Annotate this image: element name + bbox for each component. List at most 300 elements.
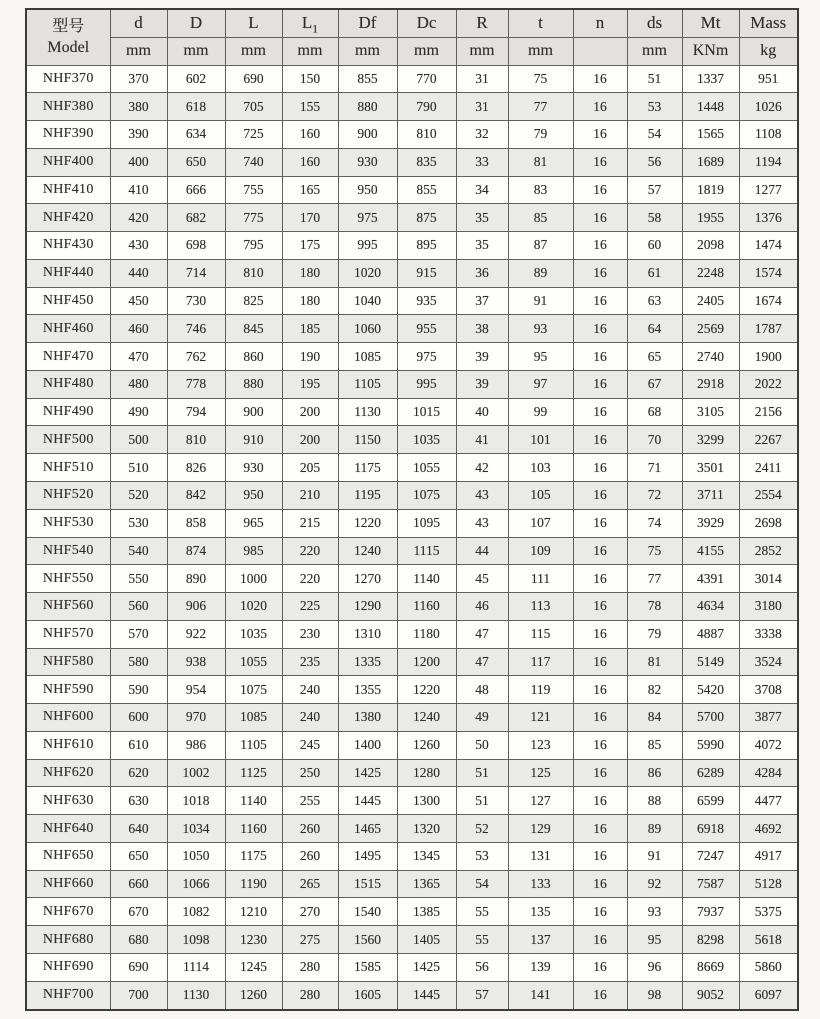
table-row xyxy=(26,620,798,648)
value-cell: 1565 xyxy=(682,121,739,149)
value-cell: 16 xyxy=(573,204,627,232)
value-cell: 1445 xyxy=(397,981,456,1010)
value-cell: 1474 xyxy=(739,232,798,260)
value-cell: 460 xyxy=(110,315,167,343)
model-cell: NHF380 xyxy=(26,93,110,121)
value-cell: 1674 xyxy=(739,287,798,315)
value-cell: 4072 xyxy=(739,731,798,759)
value-cell: 480 xyxy=(110,370,167,398)
value-cell: 590 xyxy=(110,676,167,704)
value-cell: 180 xyxy=(282,259,338,287)
value-cell: 51 xyxy=(627,65,682,93)
value-cell: 2554 xyxy=(739,481,798,509)
model-cell: NHF500 xyxy=(26,426,110,454)
value-cell: 16 xyxy=(573,343,627,371)
value-cell: 1300 xyxy=(397,787,456,815)
value-cell: 915 xyxy=(397,259,456,287)
value-cell: 31 xyxy=(456,65,508,93)
value-cell: 16 xyxy=(573,315,627,343)
value-cell: 72 xyxy=(627,481,682,509)
value-cell: 40 xyxy=(456,398,508,426)
model-cell: NHF520 xyxy=(26,481,110,509)
value-cell: 36 xyxy=(456,259,508,287)
table-row xyxy=(26,537,798,565)
value-cell: 1140 xyxy=(397,565,456,593)
value-cell: 56 xyxy=(456,954,508,982)
value-cell: 49 xyxy=(456,704,508,732)
value-cell: 1335 xyxy=(338,648,397,676)
value-cell: 630 xyxy=(110,787,167,815)
value-cell: 1175 xyxy=(338,454,397,482)
value-cell: 778 xyxy=(167,370,225,398)
value-cell: 160 xyxy=(282,148,338,176)
value-cell: 795 xyxy=(225,232,282,260)
value-cell: 16 xyxy=(573,65,627,93)
value-cell: 37 xyxy=(456,287,508,315)
unit-cell-n xyxy=(573,37,627,65)
header-cell-d: d xyxy=(110,9,167,37)
value-cell: 16 xyxy=(573,426,627,454)
value-cell: 1150 xyxy=(338,426,397,454)
value-cell: 8669 xyxy=(682,954,739,982)
table-row xyxy=(26,704,798,732)
value-cell: 2156 xyxy=(739,398,798,426)
value-cell: 1082 xyxy=(167,898,225,926)
value-cell: 4155 xyxy=(682,537,739,565)
value-cell: 900 xyxy=(338,121,397,149)
value-cell: 1955 xyxy=(682,204,739,232)
value-cell: 975 xyxy=(338,204,397,232)
value-cell: 165 xyxy=(282,176,338,204)
value-cell: 83 xyxy=(508,176,573,204)
value-cell: 7587 xyxy=(682,870,739,898)
value-cell: 540 xyxy=(110,537,167,565)
value-cell: 1020 xyxy=(225,593,282,621)
unit-cell-mt: KNm xyxy=(682,37,739,65)
table-row xyxy=(26,481,798,509)
value-cell: 1140 xyxy=(225,787,282,815)
value-cell: 1495 xyxy=(338,842,397,870)
value-cell: 1230 xyxy=(225,926,282,954)
value-cell: 922 xyxy=(167,620,225,648)
value-cell: 1270 xyxy=(338,565,397,593)
value-cell: 810 xyxy=(167,426,225,454)
model-cell: NHF450 xyxy=(26,287,110,315)
value-cell: 1195 xyxy=(338,481,397,509)
value-cell: 63 xyxy=(627,287,682,315)
value-cell: 95 xyxy=(508,343,573,371)
value-cell: 52 xyxy=(456,815,508,843)
value-cell: 65 xyxy=(627,343,682,371)
value-cell: 986 xyxy=(167,731,225,759)
value-cell: 91 xyxy=(508,287,573,315)
value-cell: 1376 xyxy=(739,204,798,232)
value-cell: 2740 xyxy=(682,343,739,371)
value-cell: 5700 xyxy=(682,704,739,732)
value-cell: 16 xyxy=(573,842,627,870)
header-cell-d: D xyxy=(167,9,225,37)
value-cell: 1130 xyxy=(167,981,225,1010)
value-cell: 985 xyxy=(225,537,282,565)
value-cell: 4391 xyxy=(682,565,739,593)
value-cell: 895 xyxy=(397,232,456,260)
model-cell: NHF410 xyxy=(26,176,110,204)
value-cell: 4634 xyxy=(682,593,739,621)
table-row xyxy=(26,565,798,593)
value-cell: 32 xyxy=(456,121,508,149)
value-cell: 101 xyxy=(508,426,573,454)
value-cell: 950 xyxy=(338,176,397,204)
value-cell: 111 xyxy=(508,565,573,593)
value-cell: 46 xyxy=(456,593,508,621)
value-cell: 240 xyxy=(282,676,338,704)
header-cell-l: L xyxy=(225,9,282,37)
value-cell: 1574 xyxy=(739,259,798,287)
value-cell: 705 xyxy=(225,93,282,121)
header-cell-r: R xyxy=(456,9,508,37)
value-cell: 2411 xyxy=(739,454,798,482)
model-cell: NHF400 xyxy=(26,148,110,176)
value-cell: 16 xyxy=(573,93,627,121)
value-cell: 139 xyxy=(508,954,573,982)
value-cell: 131 xyxy=(508,842,573,870)
value-cell: 16 xyxy=(573,565,627,593)
value-cell: 58 xyxy=(627,204,682,232)
value-cell: 125 xyxy=(508,759,573,787)
value-cell: 121 xyxy=(508,704,573,732)
unit-cell-t: mm xyxy=(508,37,573,65)
value-cell: 1465 xyxy=(338,815,397,843)
value-cell: 906 xyxy=(167,593,225,621)
value-cell: 1310 xyxy=(338,620,397,648)
value-cell: 794 xyxy=(167,398,225,426)
value-cell: 95 xyxy=(627,926,682,954)
value-cell: 175 xyxy=(282,232,338,260)
value-cell: 2098 xyxy=(682,232,739,260)
model-cell: NHF430 xyxy=(26,232,110,260)
value-cell: 2569 xyxy=(682,315,739,343)
value-cell: 56 xyxy=(627,148,682,176)
unit-cell-l: mm xyxy=(225,37,282,65)
table-row xyxy=(26,148,798,176)
value-cell: 215 xyxy=(282,509,338,537)
model-cell: NHF440 xyxy=(26,259,110,287)
value-cell: 580 xyxy=(110,648,167,676)
value-cell: 4477 xyxy=(739,787,798,815)
value-cell: 880 xyxy=(225,370,282,398)
value-cell: 1085 xyxy=(225,704,282,732)
value-cell: 180 xyxy=(282,287,338,315)
header-cell-mass: Mass xyxy=(739,9,798,37)
value-cell: 810 xyxy=(397,121,456,149)
value-cell: 16 xyxy=(573,121,627,149)
value-cell: 1066 xyxy=(167,870,225,898)
unit-cell-mass: kg xyxy=(739,37,798,65)
value-cell: 1605 xyxy=(338,981,397,1010)
value-cell: 938 xyxy=(167,648,225,676)
value-cell: 682 xyxy=(167,204,225,232)
header-cell-n: n xyxy=(573,9,627,37)
value-cell: 880 xyxy=(338,93,397,121)
value-cell: 16 xyxy=(573,648,627,676)
table-row xyxy=(26,259,798,287)
value-cell: 1689 xyxy=(682,148,739,176)
value-cell: 64 xyxy=(627,315,682,343)
value-cell: 54 xyxy=(456,870,508,898)
value-cell: 550 xyxy=(110,565,167,593)
value-cell: 82 xyxy=(627,676,682,704)
value-cell: 85 xyxy=(627,731,682,759)
value-cell: 730 xyxy=(167,287,225,315)
value-cell: 1034 xyxy=(167,815,225,843)
value-cell: 85 xyxy=(508,204,573,232)
value-cell: 6918 xyxy=(682,815,739,843)
value-cell: 16 xyxy=(573,787,627,815)
value-cell: 430 xyxy=(110,232,167,260)
value-cell: 195 xyxy=(282,370,338,398)
value-cell: 970 xyxy=(167,704,225,732)
value-cell: 1240 xyxy=(397,704,456,732)
value-cell: 81 xyxy=(508,148,573,176)
value-cell: 965 xyxy=(225,509,282,537)
value-cell: 1365 xyxy=(397,870,456,898)
header-cell-ds: ds xyxy=(627,9,682,37)
value-cell: 270 xyxy=(282,898,338,926)
value-cell: 3105 xyxy=(682,398,739,426)
value-cell: 858 xyxy=(167,509,225,537)
value-cell: 1245 xyxy=(225,954,282,982)
model-cell: NHF580 xyxy=(26,648,110,676)
value-cell: 1075 xyxy=(225,676,282,704)
value-cell: 380 xyxy=(110,93,167,121)
table-row xyxy=(26,121,798,149)
header-cell-mt: Mt xyxy=(682,9,739,37)
unit-cell-ds: mm xyxy=(627,37,682,65)
value-cell: 860 xyxy=(225,343,282,371)
value-cell: 450 xyxy=(110,287,167,315)
value-cell: 68 xyxy=(627,398,682,426)
value-cell: 16 xyxy=(573,481,627,509)
table-row xyxy=(26,787,798,815)
value-cell: 410 xyxy=(110,176,167,204)
value-cell: 5128 xyxy=(739,870,798,898)
value-cell: 34 xyxy=(456,176,508,204)
value-cell: 16 xyxy=(573,620,627,648)
value-cell: 1026 xyxy=(739,93,798,121)
value-cell: 43 xyxy=(456,509,508,537)
table-row xyxy=(26,65,798,93)
value-cell: 16 xyxy=(573,259,627,287)
value-cell: 150 xyxy=(282,65,338,93)
table-row xyxy=(26,93,798,121)
value-cell: 75 xyxy=(508,65,573,93)
value-cell: 50 xyxy=(456,731,508,759)
value-cell: 170 xyxy=(282,204,338,232)
value-cell: 200 xyxy=(282,398,338,426)
value-cell: 57 xyxy=(456,981,508,1010)
header-cell-dc: Dc xyxy=(397,9,456,37)
value-cell: 225 xyxy=(282,593,338,621)
value-cell: 1114 xyxy=(167,954,225,982)
value-cell: 1075 xyxy=(397,481,456,509)
value-cell: 88 xyxy=(627,787,682,815)
value-cell: 1015 xyxy=(397,398,456,426)
table-row xyxy=(26,232,798,260)
value-cell: 1277 xyxy=(739,176,798,204)
model-cell: NHF370 xyxy=(26,65,110,93)
model-cell: NHF670 xyxy=(26,898,110,926)
table-row xyxy=(26,370,798,398)
value-cell: 53 xyxy=(456,842,508,870)
value-cell: 93 xyxy=(627,898,682,926)
model-cell: NHF650 xyxy=(26,842,110,870)
value-cell: 1290 xyxy=(338,593,397,621)
value-cell: 43 xyxy=(456,481,508,509)
value-cell: 16 xyxy=(573,176,627,204)
table-row xyxy=(26,287,798,315)
value-cell: 42 xyxy=(456,454,508,482)
coupling-spec-table xyxy=(25,8,799,1011)
value-cell: 390 xyxy=(110,121,167,149)
value-cell: 96 xyxy=(627,954,682,982)
value-cell: 1002 xyxy=(167,759,225,787)
value-cell: 3524 xyxy=(739,648,798,676)
value-cell: 660 xyxy=(110,870,167,898)
value-cell: 53 xyxy=(627,93,682,121)
value-cell: 3299 xyxy=(682,426,739,454)
value-cell: 951 xyxy=(739,65,798,93)
value-cell: 31 xyxy=(456,93,508,121)
value-cell: 235 xyxy=(282,648,338,676)
value-cell: 700 xyxy=(110,981,167,1010)
table-row xyxy=(26,954,798,982)
model-cell: NHF680 xyxy=(26,926,110,954)
value-cell: 260 xyxy=(282,842,338,870)
table-row xyxy=(26,981,798,1010)
value-cell: 70 xyxy=(627,426,682,454)
value-cell: 41 xyxy=(456,426,508,454)
value-cell: 1194 xyxy=(739,148,798,176)
value-cell: 5375 xyxy=(739,898,798,926)
value-cell: 470 xyxy=(110,343,167,371)
value-cell: 16 xyxy=(573,398,627,426)
value-cell: 2918 xyxy=(682,370,739,398)
value-cell: 935 xyxy=(397,287,456,315)
value-cell: 1380 xyxy=(338,704,397,732)
value-cell: 16 xyxy=(573,370,627,398)
value-cell: 5149 xyxy=(682,648,739,676)
value-cell: 55 xyxy=(456,926,508,954)
value-cell: 1405 xyxy=(397,926,456,954)
value-cell: 855 xyxy=(397,176,456,204)
value-cell: 1050 xyxy=(167,842,225,870)
value-cell: 47 xyxy=(456,620,508,648)
value-cell: 755 xyxy=(225,176,282,204)
table-row xyxy=(26,842,798,870)
value-cell: 1260 xyxy=(397,731,456,759)
value-cell: 220 xyxy=(282,537,338,565)
value-cell: 930 xyxy=(338,148,397,176)
value-cell: 775 xyxy=(225,204,282,232)
table-row xyxy=(26,648,798,676)
value-cell: 74 xyxy=(627,509,682,537)
value-cell: 1385 xyxy=(397,898,456,926)
value-cell: 44 xyxy=(456,537,508,565)
unit-cell-dc: mm xyxy=(397,37,456,65)
value-cell: 420 xyxy=(110,204,167,232)
value-cell: 845 xyxy=(225,315,282,343)
model-cell: NHF420 xyxy=(26,204,110,232)
value-cell: 133 xyxy=(508,870,573,898)
unit-cell-d: mm xyxy=(167,37,225,65)
value-cell: 1355 xyxy=(338,676,397,704)
value-cell: 33 xyxy=(456,148,508,176)
value-cell: 1515 xyxy=(338,870,397,898)
table-row xyxy=(26,731,798,759)
model-cell: NHF480 xyxy=(26,370,110,398)
value-cell: 1900 xyxy=(739,343,798,371)
value-cell: 1425 xyxy=(338,759,397,787)
value-cell: 7247 xyxy=(682,842,739,870)
value-cell: 141 xyxy=(508,981,573,1010)
value-cell: 1160 xyxy=(225,815,282,843)
value-cell: 51 xyxy=(456,787,508,815)
value-cell: 137 xyxy=(508,926,573,954)
value-cell: 1560 xyxy=(338,926,397,954)
value-cell: 16 xyxy=(573,954,627,982)
value-cell: 1115 xyxy=(397,537,456,565)
value-cell: 1130 xyxy=(338,398,397,426)
value-cell: 510 xyxy=(110,454,167,482)
value-cell: 210 xyxy=(282,481,338,509)
value-cell: 3708 xyxy=(739,676,798,704)
value-cell: 91 xyxy=(627,842,682,870)
value-cell: 5618 xyxy=(739,926,798,954)
value-cell: 6289 xyxy=(682,759,739,787)
value-cell: 4692 xyxy=(739,815,798,843)
value-cell: 670 xyxy=(110,898,167,926)
unit-cell-r: mm xyxy=(456,37,508,65)
table-row xyxy=(26,593,798,621)
model-cell: NHF530 xyxy=(26,509,110,537)
model-cell: NHF700 xyxy=(26,981,110,1010)
value-cell: 698 xyxy=(167,232,225,260)
value-cell: 16 xyxy=(573,509,627,537)
value-cell: 1018 xyxy=(167,787,225,815)
model-cell: NHF570 xyxy=(26,620,110,648)
value-cell: 4917 xyxy=(739,842,798,870)
value-cell: 955 xyxy=(397,315,456,343)
value-cell: 16 xyxy=(573,981,627,1010)
value-cell: 2267 xyxy=(739,426,798,454)
value-cell: 89 xyxy=(508,259,573,287)
model-cell: NHF560 xyxy=(26,593,110,621)
value-cell: 1020 xyxy=(338,259,397,287)
value-cell: 5990 xyxy=(682,731,739,759)
value-cell: 602 xyxy=(167,65,225,93)
value-cell: 440 xyxy=(110,259,167,287)
value-cell: 107 xyxy=(508,509,573,537)
unit-cell-l1: mm xyxy=(282,37,338,65)
value-cell: 3338 xyxy=(739,620,798,648)
value-cell: 16 xyxy=(573,454,627,482)
header-cell-df: Df xyxy=(338,9,397,37)
model-cell: NHF540 xyxy=(26,537,110,565)
value-cell: 265 xyxy=(282,870,338,898)
value-cell: 1425 xyxy=(397,954,456,982)
value-cell: 60 xyxy=(627,232,682,260)
value-cell: 1320 xyxy=(397,815,456,843)
